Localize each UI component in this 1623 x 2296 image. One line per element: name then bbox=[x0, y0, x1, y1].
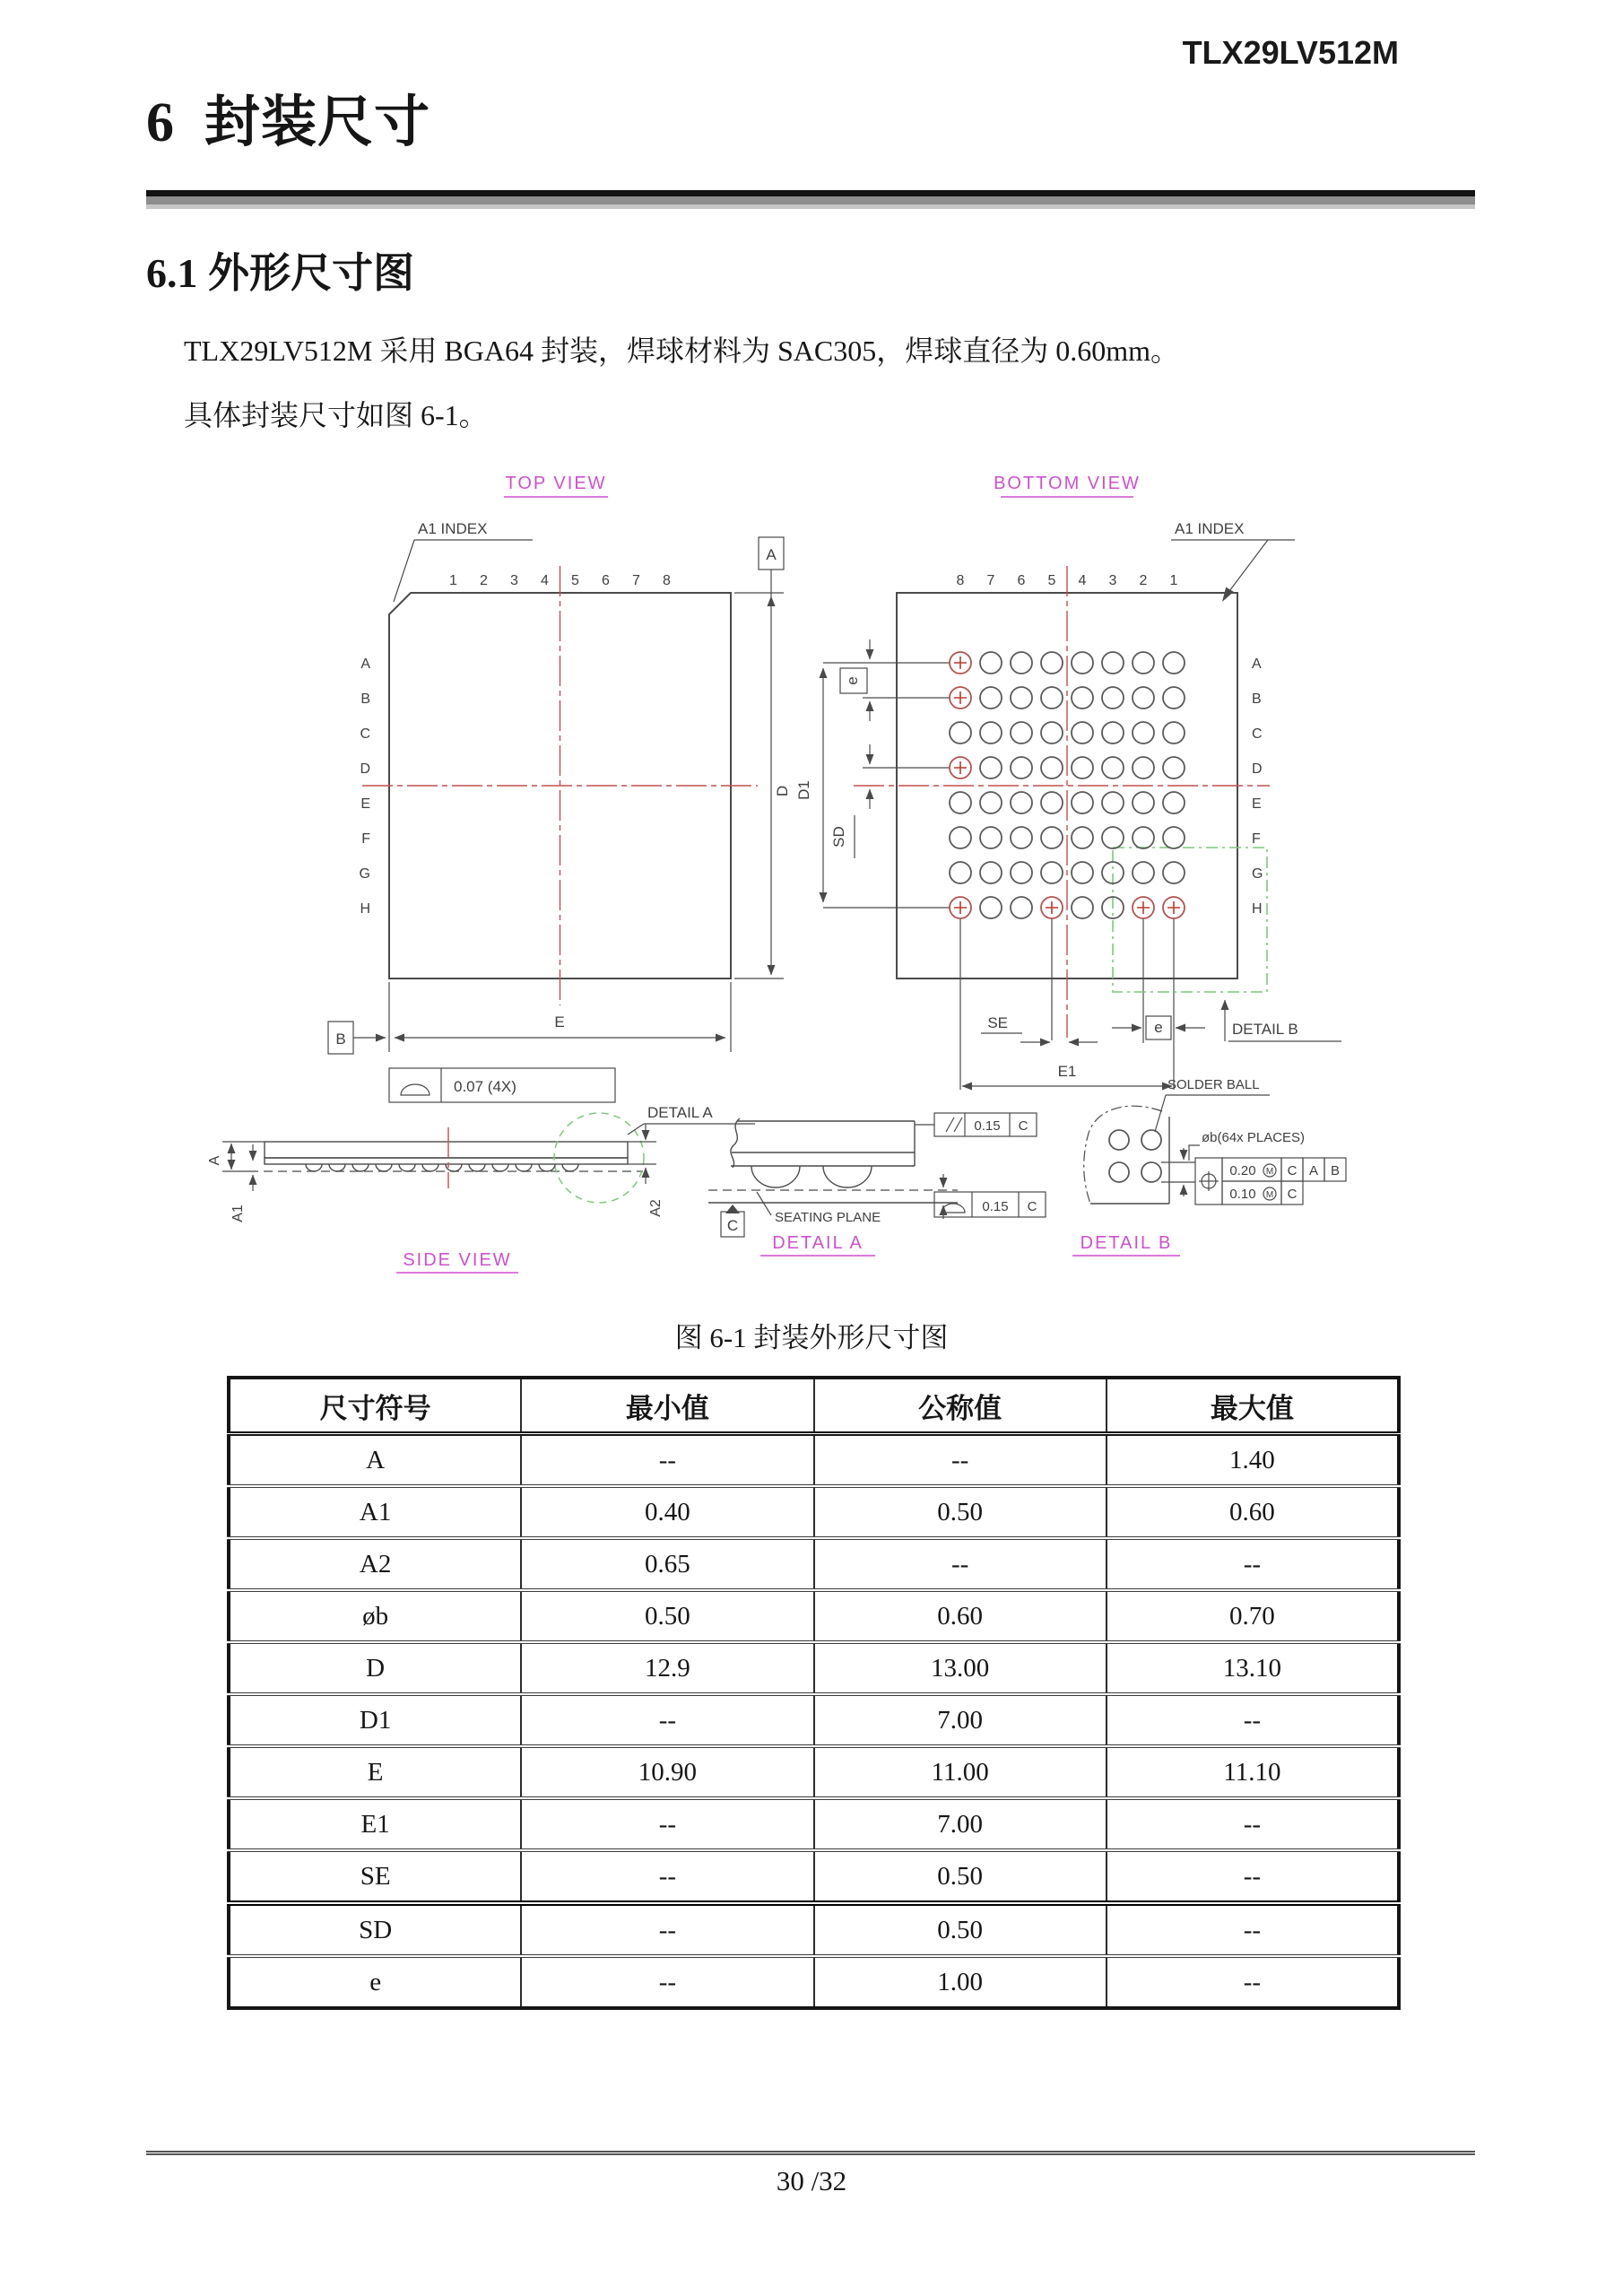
ball-index-cross-icon bbox=[954, 691, 967, 704]
dim-symbol-cell: D bbox=[229, 1642, 521, 1694]
solder-ball bbox=[1109, 1162, 1129, 1182]
bv-row-label: C bbox=[1252, 726, 1263, 742]
dim-value-cell: 0.60 bbox=[1107, 1486, 1399, 1538]
tv-row-label: G bbox=[359, 866, 370, 882]
bv-row-label: H bbox=[1252, 901, 1263, 917]
ball-index-cross-icon bbox=[1137, 901, 1150, 914]
position-tolerance-1: 0.20 bbox=[1229, 1163, 1256, 1178]
bv-row-label: B bbox=[1252, 691, 1262, 707]
detail-a bbox=[708, 1113, 1046, 1256]
datum-triangle-icon bbox=[725, 1205, 740, 1213]
datum-b-label: B bbox=[335, 1031, 346, 1048]
solder-ball bbox=[1163, 722, 1185, 744]
solder-ball bbox=[1011, 652, 1032, 674]
solder-ball bbox=[1072, 897, 1093, 918]
side-ball bbox=[329, 1164, 345, 1171]
side-ball bbox=[352, 1164, 369, 1171]
dim-value-cell: 11.00 bbox=[814, 1746, 1107, 1798]
subsection-title: 6.1 外形尺寸图 bbox=[146, 250, 414, 296]
table-row bbox=[229, 1434, 1399, 1487]
bv-col-label: 2 bbox=[1139, 573, 1148, 588]
solder-ball bbox=[1163, 757, 1185, 778]
page-number: 30 /32 bbox=[776, 2165, 847, 2196]
solder-ball bbox=[1133, 687, 1154, 709]
solder-ball bbox=[1102, 652, 1124, 674]
dim-value-cell: 1.40 bbox=[1107, 1434, 1399, 1487]
bv-row-label: F bbox=[1252, 831, 1261, 847]
solder-ball bbox=[1011, 792, 1032, 813]
solder-ball bbox=[1011, 722, 1032, 744]
detail-b-title: DETAIL B bbox=[1080, 1233, 1173, 1253]
solder-ball bbox=[1041, 722, 1063, 744]
tv-col-label: 4 bbox=[541, 573, 549, 588]
bv-row-label: A bbox=[1252, 657, 1262, 672]
bv-col-label: 6 bbox=[1017, 573, 1026, 588]
a1-index-label: A1 INDEX bbox=[1175, 520, 1245, 537]
solder-ball-section bbox=[823, 1166, 872, 1187]
solder-ball bbox=[1133, 722, 1154, 744]
table-row bbox=[229, 1798, 1399, 1850]
dim-value-cell: 0.50 bbox=[814, 1486, 1107, 1538]
pitch-e-label: e bbox=[844, 676, 861, 685]
bv-col-label: 5 bbox=[1047, 573, 1056, 588]
solder-ball bbox=[1072, 652, 1093, 674]
dim-value-cell: 0.60 bbox=[814, 1590, 1107, 1642]
side-ball bbox=[469, 1164, 485, 1171]
dim-table-body bbox=[229, 1434, 1399, 2009]
figure-caption: 图 6-1 封装外形尺寸图 bbox=[674, 1322, 949, 1353]
detail-a-title: DETAIL A bbox=[772, 1233, 864, 1253]
dim-symbol-cell: e bbox=[229, 1956, 521, 2008]
dim-value-cell: -- bbox=[521, 1694, 813, 1746]
top-view-grid-labels bbox=[360, 573, 672, 917]
bv-col-label: 8 bbox=[956, 573, 965, 588]
col-header-max: 最大值 bbox=[1107, 1378, 1399, 1434]
solder-ball bbox=[1163, 792, 1185, 813]
bottom-view bbox=[795, 474, 1341, 1090]
ball-index-cross-icon bbox=[954, 901, 967, 914]
seating-plane-label: SEATING PLANE bbox=[775, 1210, 881, 1225]
solder-ball bbox=[1133, 827, 1154, 848]
solder-ball bbox=[1133, 862, 1154, 883]
tv-col-label: 3 bbox=[510, 573, 518, 588]
dim-value-cell: -- bbox=[1107, 1798, 1399, 1850]
position-tolerance-2: 0.10 bbox=[1229, 1187, 1256, 1202]
table-row bbox=[229, 1538, 1399, 1590]
ball-index-cross-icon bbox=[1046, 901, 1058, 914]
a1-index-label: A1 INDEX bbox=[418, 520, 488, 537]
datum-c-label: C bbox=[726, 1217, 739, 1234]
solder-ball bbox=[1163, 687, 1185, 709]
dim-value-cell: -- bbox=[1107, 1694, 1399, 1746]
side-ball bbox=[492, 1164, 508, 1171]
dim-sd-label: SD bbox=[830, 826, 847, 848]
ball-index-cross-icon bbox=[954, 657, 967, 669]
dim-e1-label: E1 bbox=[1057, 1063, 1077, 1080]
side-ball bbox=[306, 1164, 322, 1171]
side-ball bbox=[422, 1164, 438, 1171]
table-row bbox=[229, 1850, 1399, 1903]
dim-value-cell: 11.10 bbox=[1107, 1746, 1399, 1798]
body-paragraph-line2: 具体封装尺寸如图 6-1。 bbox=[184, 399, 488, 431]
solder-ball bbox=[1011, 897, 1032, 918]
dim-a-label: A bbox=[207, 1155, 222, 1166]
solder-ball bbox=[1133, 757, 1154, 778]
doc-title: TLX29LV512M bbox=[1182, 34, 1399, 71]
solder-ball bbox=[1041, 687, 1063, 709]
tv-col-label: 8 bbox=[663, 573, 671, 588]
side-ball bbox=[562, 1164, 578, 1171]
dim-value-cell: 7.00 bbox=[814, 1798, 1107, 1850]
parallelism-control-frame bbox=[915, 1113, 1037, 1136]
bv-row-label: D bbox=[1252, 761, 1263, 777]
dim-symbol-cell: SD bbox=[229, 1903, 521, 1956]
solder-ball bbox=[1163, 862, 1185, 883]
table-row bbox=[229, 1746, 1399, 1798]
dim-symbol-cell: A1 bbox=[229, 1486, 521, 1538]
dim-value-cell: -- bbox=[1107, 1956, 1399, 2008]
tv-row-label: C bbox=[360, 726, 370, 742]
solder-ball bbox=[1041, 792, 1063, 813]
tv-col-label: 7 bbox=[632, 573, 640, 588]
dim-symbol-cell: A2 bbox=[229, 1538, 521, 1590]
solder-ball bbox=[1072, 792, 1093, 813]
datum-ref: C bbox=[1287, 1163, 1298, 1178]
ball-index-cross-icon bbox=[1167, 901, 1180, 914]
tv-row-label: H bbox=[360, 901, 370, 917]
package-body-side bbox=[265, 1142, 628, 1158]
side-view-title: SIDE VIEW bbox=[403, 1250, 512, 1270]
table-row bbox=[229, 1694, 1399, 1746]
pitch-e-label: e bbox=[1154, 1019, 1163, 1036]
position-control-frame bbox=[1195, 1158, 1346, 1205]
table-row bbox=[229, 1956, 1399, 2008]
flatness-value: 0.07 (4X) bbox=[454, 1078, 516, 1095]
dim-value-cell: 0.50 bbox=[521, 1590, 813, 1642]
dim-d-label: D bbox=[774, 785, 791, 797]
solder-ball bbox=[1141, 1130, 1161, 1150]
side-view bbox=[207, 1104, 755, 1273]
bottom-view-grid-labels bbox=[957, 573, 1263, 917]
solder-ball bbox=[980, 722, 1002, 744]
solder-ball bbox=[1102, 827, 1124, 848]
detail-b bbox=[1072, 1077, 1346, 1256]
body-paragraph-line1: TLX29LV512M 采用 BGA64 封装，焊球材料为 SAC305，焊球直径为 0.60mm。 bbox=[184, 335, 1179, 367]
footer-rule bbox=[146, 2151, 1475, 2155]
solder-ball bbox=[950, 722, 971, 744]
parallelism-value: 0.15 bbox=[974, 1118, 1001, 1134]
top-view-title: TOP VIEW bbox=[505, 474, 607, 493]
solder-ball bbox=[980, 652, 1002, 674]
index-arrowhead-icon bbox=[1222, 587, 1234, 602]
datum-ref: B bbox=[1330, 1163, 1341, 1178]
solder-ball bbox=[950, 862, 971, 883]
dim-value-cell: 12.9 bbox=[521, 1642, 813, 1694]
dim-symbol-cell: A bbox=[229, 1434, 521, 1487]
bv-col-label: 1 bbox=[1169, 573, 1178, 588]
flatness-value: 0.15 bbox=[982, 1199, 1009, 1214]
dim-symbol-cell: SE bbox=[229, 1850, 521, 1903]
datum-ref: C bbox=[1018, 1118, 1028, 1134]
solder-ball bbox=[1102, 722, 1124, 744]
dim-value-cell: -- bbox=[1107, 1850, 1399, 1903]
dim-symbol-cell: E bbox=[229, 1746, 521, 1798]
dim-value-cell: 10.90 bbox=[521, 1746, 813, 1798]
solder-ball bbox=[950, 792, 971, 813]
dim-value-cell: -- bbox=[1107, 1538, 1399, 1590]
solder-ball bbox=[1041, 757, 1063, 778]
dim-value-cell: -- bbox=[521, 1798, 813, 1850]
dim-value-cell: -- bbox=[1107, 1903, 1399, 1956]
dim-d1-label: D1 bbox=[795, 780, 812, 800]
solder-ball bbox=[980, 897, 1002, 918]
flatness-symbol-icon bbox=[401, 1084, 430, 1095]
parallelism-symbol-icon bbox=[946, 1118, 954, 1132]
solder-ball bbox=[1133, 792, 1154, 813]
col-header-nominal: 公称值 bbox=[814, 1378, 1107, 1434]
dim-value-cell: 7.00 bbox=[814, 1694, 1107, 1746]
solder-ball bbox=[980, 862, 1002, 883]
dim-value-cell: 13.00 bbox=[814, 1642, 1107, 1694]
dim-value-cell: -- bbox=[521, 1903, 813, 1956]
bv-row-label: E bbox=[1252, 796, 1262, 812]
dim-value-cell: 0.50 bbox=[814, 1850, 1107, 1903]
mmc-modifier-letter: M bbox=[1265, 1190, 1274, 1200]
dim-value-cell: 0.70 bbox=[1107, 1590, 1399, 1642]
col-header-symbol: 尺寸符号 bbox=[229, 1378, 521, 1434]
tv-col-label: 5 bbox=[571, 573, 579, 588]
ball-index-cross-icon bbox=[954, 761, 967, 774]
solder-ball bbox=[1141, 1162, 1161, 1182]
tv-row-label: D bbox=[360, 761, 370, 777]
table-row bbox=[229, 1486, 1399, 1538]
solder-ball bbox=[1041, 652, 1063, 674]
tv-row-label: A bbox=[360, 657, 370, 672]
section-rule bbox=[146, 190, 1475, 209]
tv-row-label: E bbox=[360, 796, 370, 812]
solder-ball bbox=[980, 687, 1002, 709]
dim-value-cell: -- bbox=[521, 1956, 813, 2008]
break-line bbox=[731, 1118, 740, 1168]
side-ball-row bbox=[306, 1164, 578, 1171]
tv-row-label: F bbox=[361, 831, 370, 847]
datum-a-label: A bbox=[766, 546, 777, 563]
solder-ball-section bbox=[751, 1166, 800, 1187]
dim-a1-label: A1 bbox=[230, 1205, 246, 1222]
solder-ball bbox=[1102, 687, 1124, 709]
solder-ball bbox=[1011, 827, 1032, 848]
solder-ball bbox=[1011, 757, 1032, 778]
solder-ball bbox=[1072, 862, 1093, 883]
tv-row-label: B bbox=[360, 691, 370, 707]
detail-a-callout: DETAIL A bbox=[647, 1104, 713, 1121]
solder-ball bbox=[1041, 827, 1063, 848]
dim-value-cell: 0.50 bbox=[814, 1903, 1107, 1956]
solder-ball bbox=[980, 792, 1002, 813]
side-ball bbox=[399, 1164, 415, 1171]
solder-ball bbox=[1133, 652, 1154, 674]
dim-value-cell: -- bbox=[521, 1850, 813, 1903]
solder-ball-label: SOLDER BALL bbox=[1167, 1077, 1260, 1092]
dim-value-cell: 0.65 bbox=[521, 1538, 813, 1590]
solder-ball bbox=[1011, 687, 1032, 709]
dim-value-cell: -- bbox=[814, 1434, 1107, 1487]
solder-ball bbox=[1072, 827, 1093, 848]
dim-value-cell: 1.00 bbox=[814, 1956, 1107, 2008]
dim-se-label: SE bbox=[987, 1014, 1008, 1031]
table-row bbox=[229, 1590, 1399, 1642]
solder-ball bbox=[950, 827, 971, 848]
dim-value-cell: -- bbox=[521, 1434, 813, 1487]
col-header-min: 最小值 bbox=[521, 1378, 813, 1434]
flatness-control-frame bbox=[389, 1068, 615, 1102]
bv-row-label: G bbox=[1252, 866, 1263, 882]
datum-ref: C bbox=[1287, 1187, 1298, 1202]
solder-ball bbox=[1072, 722, 1093, 744]
dim-value-cell: -- bbox=[814, 1538, 1107, 1590]
table-header-row bbox=[229, 1378, 1399, 1434]
bv-col-label: 7 bbox=[986, 573, 995, 588]
dimensions-table bbox=[227, 1376, 1401, 2010]
dim-symbol-cell: øb bbox=[229, 1590, 521, 1642]
side-ball bbox=[516, 1164, 532, 1171]
bv-col-label: 3 bbox=[1108, 573, 1117, 588]
package-dimension-drawing bbox=[179, 453, 1444, 1296]
tv-col-label: 1 bbox=[449, 573, 457, 588]
break-line bbox=[1084, 1106, 1162, 1204]
bottom-view-title: BOTTOM VIEW bbox=[994, 474, 1141, 493]
tv-col-label: 6 bbox=[602, 573, 610, 588]
dim-value-cell: 0.40 bbox=[521, 1486, 813, 1538]
solder-ball bbox=[1041, 862, 1063, 883]
dim-symbol-cell: D1 bbox=[229, 1694, 521, 1746]
ball-diameter-label: øb(64x PLACES) bbox=[1202, 1130, 1306, 1145]
table-row bbox=[229, 1903, 1399, 1956]
solder-ball bbox=[1102, 757, 1124, 778]
detail-b-callout: DETAIL B bbox=[1232, 1021, 1298, 1038]
flatness-control-frame bbox=[934, 1192, 1046, 1217]
datum-ref: C bbox=[1027, 1199, 1037, 1214]
solder-ball bbox=[1163, 652, 1185, 674]
solder-ball bbox=[1163, 827, 1185, 848]
dim-symbol-cell: E1 bbox=[229, 1798, 521, 1850]
solder-ball bbox=[1072, 757, 1093, 778]
side-ball bbox=[539, 1164, 555, 1171]
solder-ball bbox=[980, 757, 1002, 778]
bv-col-label: 4 bbox=[1078, 573, 1087, 588]
side-ball bbox=[376, 1164, 392, 1171]
table-row bbox=[229, 1642, 1399, 1694]
dim-a2-label: A2 bbox=[648, 1199, 664, 1217]
tv-col-label: 2 bbox=[480, 573, 488, 588]
dim-e-label: E bbox=[554, 1013, 565, 1031]
datum-ref: A bbox=[1308, 1163, 1319, 1178]
solder-ball bbox=[1102, 792, 1124, 813]
mmc-modifier-letter: M bbox=[1265, 1167, 1274, 1177]
dim-value-cell: 13.10 bbox=[1107, 1642, 1399, 1694]
top-view bbox=[328, 474, 791, 1102]
solder-ball bbox=[1011, 862, 1032, 883]
section-title: 6 封装尺寸 bbox=[146, 92, 431, 153]
solder-ball bbox=[980, 827, 1002, 848]
solder-ball bbox=[1072, 687, 1093, 709]
flatness-symbol-icon bbox=[942, 1204, 965, 1213]
solder-ball bbox=[1109, 1130, 1129, 1150]
detail-b-zone bbox=[1113, 848, 1267, 992]
